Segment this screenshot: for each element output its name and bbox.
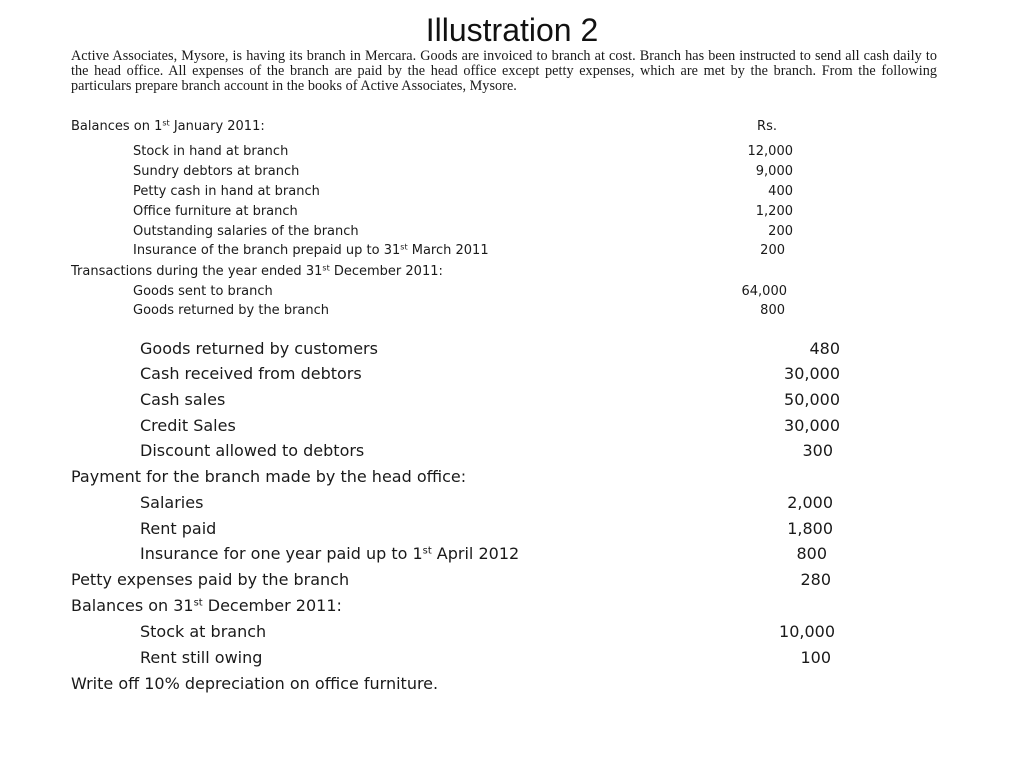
- transaction-item-label: Discount allowed to debtors: [140, 441, 365, 460]
- payment-item-label: Salaries: [140, 493, 204, 512]
- opening-item-label: Outstanding salaries of the branch: [133, 224, 359, 239]
- opening-item-amount: 12,000: [747, 144, 793, 159]
- petty-expenses-label: Petty expenses paid by the branch: [71, 570, 350, 589]
- transaction-item-amount: 300: [802, 441, 833, 460]
- head-office-payments-heading: Payment for the branch made by the head office:: [71, 467, 467, 486]
- payment-item-amount: 2,000: [787, 493, 833, 512]
- transaction-item-amount: 50,000: [784, 390, 840, 409]
- slide-title: Illustration 2: [425, 12, 599, 48]
- transaction-item-amount: 30,000: [784, 364, 840, 383]
- opening-item-amount: 9,000: [755, 164, 793, 179]
- closing-balances-heading: Balances on 31st December 2011:: [71, 596, 342, 615]
- problem-statement: Active Associates, Mysore, is having its branch in Mercara. Goods are invoiced to branch at cost. Branch has been instructed to send all cash daily to the head office. All expenses of the branch are paid by the head office except petty expenses, which are met by the branch. From the following particulars prepare branch account in the books of Active Associates, Mysore.: [71, 48, 937, 95]
- transaction-item-label: Credit Sales: [140, 416, 236, 435]
- payment-item-amount: 1,800: [787, 519, 833, 538]
- payment-item-label: Rent paid: [140, 519, 217, 538]
- opening-item-label: Sundry debtors at branch: [133, 164, 300, 179]
- depreciation-note: Write off 10% depreciation on office furniture.: [71, 674, 439, 693]
- closing-item-label: Stock at branch: [140, 622, 267, 641]
- opening-item-amount: 400: [768, 184, 793, 199]
- opening-item-label: Petty cash in hand at branch: [133, 184, 320, 199]
- transaction-item-label: Goods returned by the branch: [133, 303, 330, 318]
- payment-item-label: Insurance for one year paid up to 1st April 2012: [140, 544, 520, 563]
- transaction-item-label: Cash received from debtors: [140, 364, 362, 383]
- payment-item-amount: 800: [796, 544, 827, 563]
- currency-header: Rs.: [757, 119, 777, 134]
- opening-item-amount: 1,200: [755, 204, 793, 219]
- transaction-item-amount: 64,000: [741, 284, 787, 299]
- petty-expenses-amount: 280: [800, 570, 831, 589]
- transaction-item-label: Goods returned by customers: [140, 339, 378, 358]
- opening-item-label: Office furniture at branch: [133, 204, 298, 219]
- opening-item-label: Stock in hand at branch: [133, 144, 289, 159]
- opening-item-amount: 200: [768, 224, 793, 239]
- closing-item-amount: 100: [800, 648, 831, 667]
- opening-item-label: Insurance of the branch prepaid up to 31st March 2011: [133, 242, 489, 258]
- transaction-item-label: Cash sales: [140, 390, 226, 409]
- transaction-item-amount: 30,000: [784, 416, 840, 435]
- transaction-item-amount: 800: [760, 303, 785, 318]
- transaction-item-amount: 480: [809, 339, 840, 358]
- opening-balances-heading: Balances on 1st January 2011:: [71, 118, 265, 134]
- closing-item-label: Rent still owing: [140, 648, 263, 667]
- transaction-item-label: Goods sent to branch: [133, 284, 273, 299]
- opening-item-amount: 200: [760, 243, 785, 258]
- transactions-heading: Transactions during the year ended 31st December 2011:: [71, 263, 443, 279]
- closing-item-amount: 10,000: [779, 622, 835, 641]
